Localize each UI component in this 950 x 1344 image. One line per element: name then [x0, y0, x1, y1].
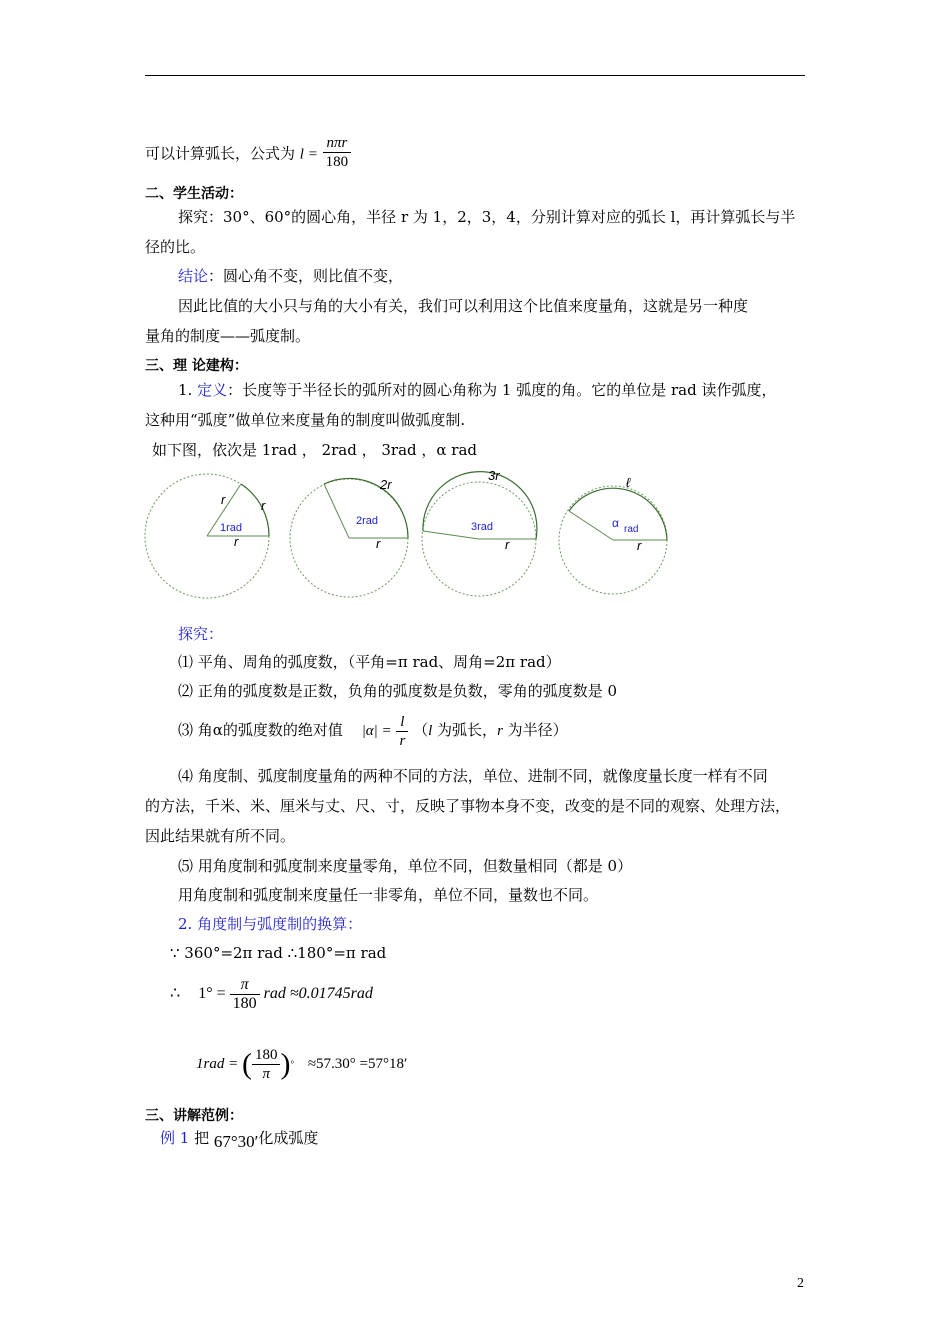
therefore-line-2: 量角的制度——弧度制。	[145, 327, 311, 345]
one-radian-numerator: 180	[252, 1046, 281, 1065]
one-degree-fraction	[230, 976, 260, 1013]
one-radian-fraction	[252, 1046, 281, 1083]
one-radian-line	[196, 1042, 407, 1087]
item-3-note-a: （	[413, 721, 429, 739]
figure-1-side-label: r	[221, 492, 226, 507]
explore-label: 探究：	[178, 625, 224, 643]
one-radian-lhs: 1rad =	[196, 1056, 239, 1072]
conclusion-label: 结论	[178, 267, 209, 285]
figure-3-base-label: r	[505, 537, 510, 552]
figure-2rad	[290, 477, 408, 597]
right-paren: )	[280, 1047, 291, 1081]
example-1-text: 化成弧度	[258, 1129, 319, 1147]
figure-1rad	[145, 474, 269, 598]
definition-text-1: ：长度等于半径长的弧所对的圆心角称为 1 弧度的角。它的单位是 rad 读作弧度，	[227, 381, 777, 399]
figure-alpha-rad	[559, 475, 667, 594]
figure-intro: 如下图，依次是 1rad ， 2rad ， 3rad ，α rad	[152, 441, 477, 459]
figure-3rad	[422, 468, 537, 596]
radian-figures	[140, 466, 680, 626]
section4-heading: 三、讲解范例：	[145, 1108, 243, 1124]
figure-4-alpha-label: α	[612, 516, 619, 530]
figure-3-arc-label: 3r	[488, 468, 500, 483]
because-line: ∵ 360°=2π rad ∴180°=π rad	[170, 944, 387, 962]
conclusion-text: ：圆心角不变，则比值不变，	[208, 267, 404, 285]
one-degree-tail: rad ≈0.01745rad	[263, 985, 373, 1002]
item-4-line-2: 的方法，千米、米、厘米与丈、尺、寸，反映了事物本身不变，改变的是不同的观察、处理方法，	[145, 797, 791, 815]
intro-formula-lhs: l =	[299, 146, 318, 163]
intro-text: 可以计算弧长，公式为	[145, 144, 296, 163]
section3-heading: 三、理 论建构：	[145, 358, 248, 374]
item-4-line-1: ⑷ 角度制、弧度制度量角的两种不同的方法，单位、进制不同，就像度量长度一样有不同	[178, 767, 768, 785]
figure-2-base-label: r	[376, 536, 381, 551]
definition-label: 定义	[197, 381, 228, 399]
intro-line	[145, 136, 351, 173]
conversion-heading: 2. 角度制与弧度制的换算：	[178, 915, 363, 933]
item-3-note-c: 为半径）	[502, 721, 568, 739]
page-number: 2	[797, 1276, 804, 1291]
example-1-angle: 67°30′	[213, 1132, 259, 1151]
item-3	[178, 711, 568, 750]
definition-number: 1.	[178, 381, 198, 399]
section2-heading: 二、学生活动：	[145, 186, 243, 202]
one-degree-denominator: 180	[232, 994, 257, 1012]
figure-1-inner-label: 1rad	[220, 522, 243, 534]
figure-4-inner-label: rad	[624, 524, 639, 535]
one-degree-lhs: 1° =	[198, 985, 226, 1002]
one-degree-numerator: π	[230, 976, 260, 995]
therefore-symbol: ∴	[170, 985, 181, 1002]
header-rule	[145, 75, 805, 76]
one-radian-denominator: π	[262, 1066, 270, 1083]
intro-formula-denominator: 180	[325, 154, 349, 170]
example-1-label: 例 1	[160, 1129, 190, 1147]
figure-3-inner-label: 3rad	[471, 521, 494, 533]
definition-line-2: 这种用“弧度”做单位来度量角的制度叫做弧度制.	[145, 411, 466, 429]
figure-2-inner-label: 2rad	[356, 515, 379, 527]
item-3-note-b: 为弧长，	[432, 721, 498, 739]
example-1-line	[160, 1128, 319, 1151]
item-3-fraction	[396, 713, 408, 750]
item-3-numerator: l	[396, 713, 408, 732]
item-3-denominator: r	[399, 732, 406, 749]
item-3-note-l: l	[428, 723, 433, 739]
example-1-verb: 把	[189, 1129, 210, 1147]
degree-superscript: °	[290, 1059, 295, 1069]
left-paren: (	[241, 1047, 252, 1081]
explore-line-2: 径的比。	[145, 238, 206, 256]
item-3-prefix: ⑶ 角α的弧度数的绝对值	[178, 721, 343, 739]
item-2: ⑵ 正角的弧度数是正数，负角的弧度数是负数，零角的弧度数是 0	[178, 682, 618, 700]
explore-line-1: 探究：30°、60°的圆心角，半径 r 为 1，2，3，4，分别计算对应的弧长 l，再计算弧长与半	[178, 208, 796, 226]
figure-1-arc-label: r	[261, 498, 266, 513]
item-4-line-3: 因此结果就有所不同。	[145, 827, 296, 845]
item-3-note-r: r	[497, 723, 503, 739]
one-degree-line	[170, 972, 373, 1016]
intro-formula-numerator: nπr	[323, 134, 352, 153]
one-radian-tail: ≈57.30° =57°18′	[307, 1056, 408, 1072]
definition-line-1	[178, 380, 776, 400]
figure-2-arc-label: 2r	[380, 477, 392, 492]
item-1: ⑴ 平角、周角的弧度数，（平角=π rad、周角=2π rad）	[178, 653, 561, 671]
item-5-line-1: ⑸ 用角度制和弧度制来度量零角，单位不同，但数量相同（都是 0）	[178, 857, 633, 875]
figure-1-base-label: r	[234, 534, 239, 549]
item-3-abs: |α| =	[361, 723, 392, 739]
item-5-line-2: 用角度制和弧度制来度量任一非零角，单位不同，量数也不同。	[178, 886, 599, 904]
intro-formula-fraction	[323, 134, 352, 171]
therefore-line-1: 因此比值的大小只与角的大小有关，我们可以利用这个比值来度量角，这就是另一种度	[178, 297, 749, 315]
figure-4-base-label: r	[637, 538, 642, 553]
figure-4-arc-label: ℓ	[626, 475, 631, 490]
conclusion-line	[178, 266, 403, 286]
